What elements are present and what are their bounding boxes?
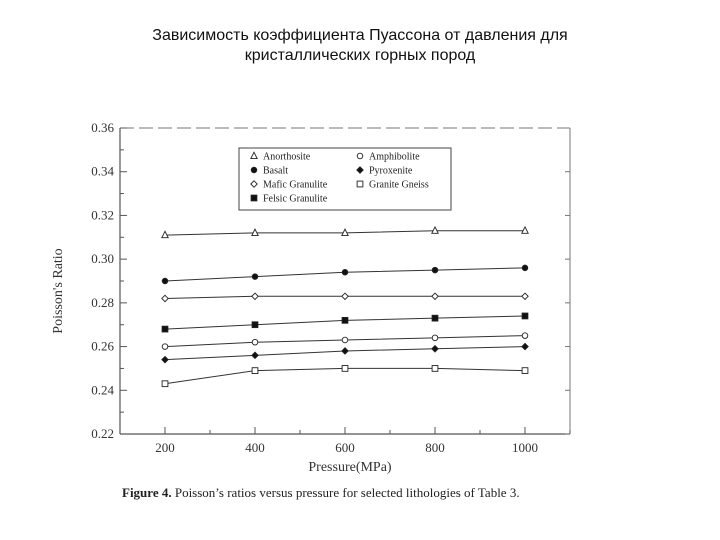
data-point bbox=[252, 339, 258, 345]
legend-label: Mafic Granulite bbox=[263, 179, 328, 191]
figure-caption-label: Figure 4. bbox=[122, 485, 172, 500]
data-point bbox=[522, 293, 528, 299]
data-point bbox=[342, 366, 348, 372]
data-point bbox=[342, 269, 348, 275]
x-axis-title: Pressure(MPa) bbox=[308, 460, 392, 475]
x-tick-label: 800 bbox=[425, 440, 445, 455]
series-basalt bbox=[162, 265, 528, 284]
data-point bbox=[432, 293, 438, 299]
data-point bbox=[162, 295, 168, 301]
data-point bbox=[522, 333, 528, 339]
data-point bbox=[432, 227, 438, 233]
series-felsic-granulite bbox=[162, 313, 528, 332]
legend-label: Anorthosite bbox=[263, 151, 311, 163]
data-point bbox=[342, 229, 348, 235]
legend bbox=[239, 148, 451, 210]
y-tick-label: 0.28 bbox=[91, 294, 114, 310]
data-point bbox=[432, 267, 438, 273]
x-tick-label: 600 bbox=[335, 440, 355, 455]
data-point bbox=[252, 322, 258, 328]
series-pyroxenite bbox=[162, 343, 528, 363]
legend-label: Pyroxenite bbox=[369, 165, 413, 177]
x-tick-label: 1000 bbox=[512, 440, 538, 455]
y-tick-label: 0.30 bbox=[91, 251, 114, 267]
data-point bbox=[342, 337, 348, 343]
data-point bbox=[162, 278, 168, 284]
data-point bbox=[342, 317, 348, 323]
data-point bbox=[162, 326, 168, 332]
y-tick-label: 0.34 bbox=[91, 163, 114, 179]
series-anorthosite bbox=[162, 227, 528, 238]
data-point bbox=[162, 231, 168, 237]
data-point bbox=[252, 274, 258, 280]
y-tick-label: 0.24 bbox=[91, 382, 114, 398]
legend-marker bbox=[251, 195, 257, 201]
data-point bbox=[522, 313, 528, 319]
legend-label: Felsic Granulite bbox=[263, 193, 328, 205]
data-point bbox=[522, 265, 528, 271]
data-point bbox=[342, 348, 348, 354]
y-tick-label: 0.36 bbox=[91, 120, 114, 135]
data-point bbox=[252, 352, 258, 358]
legend-label: Granite Gneiss bbox=[369, 179, 429, 191]
y-tick-label: 0.26 bbox=[91, 338, 114, 354]
x-tick-label: 200 bbox=[155, 440, 175, 455]
data-point bbox=[432, 335, 438, 341]
data-point bbox=[342, 293, 348, 299]
legend-label: Basalt bbox=[263, 165, 288, 177]
figure-caption bbox=[122, 485, 582, 501]
legend-marker bbox=[357, 181, 363, 187]
data-point bbox=[522, 368, 528, 374]
y-axis-title: Poisson's Ratio bbox=[51, 248, 66, 334]
slide-title-line-2: кристаллических горных пород bbox=[244, 47, 476, 64]
data-point bbox=[522, 227, 528, 233]
data-point bbox=[522, 343, 528, 349]
series-granite-gneiss bbox=[162, 366, 528, 387]
figure-caption-text: Poisson’s ratios versus pressure for selected lithologies of Table 3. bbox=[171, 485, 520, 500]
data-point bbox=[252, 293, 258, 299]
data-point bbox=[432, 346, 438, 352]
data-point bbox=[162, 381, 168, 387]
data-point bbox=[252, 229, 258, 235]
series-amphibolite bbox=[162, 333, 528, 350]
data-point bbox=[162, 344, 168, 350]
data-point bbox=[432, 366, 438, 372]
legend-marker bbox=[357, 153, 363, 159]
data-point bbox=[432, 315, 438, 321]
slide-title-line-1: Зависимость коэффициента Пуассона от давления для bbox=[152, 27, 568, 44]
legend-marker bbox=[251, 167, 257, 173]
data-point bbox=[162, 356, 168, 362]
legend-label: Amphibolite bbox=[369, 151, 420, 163]
series-mafic-granulite bbox=[162, 293, 528, 302]
y-tick-label: 0.32 bbox=[91, 207, 114, 223]
data-point bbox=[252, 368, 258, 374]
x-tick-label: 400 bbox=[245, 440, 265, 455]
y-tick-label: 0.22 bbox=[91, 426, 114, 441]
